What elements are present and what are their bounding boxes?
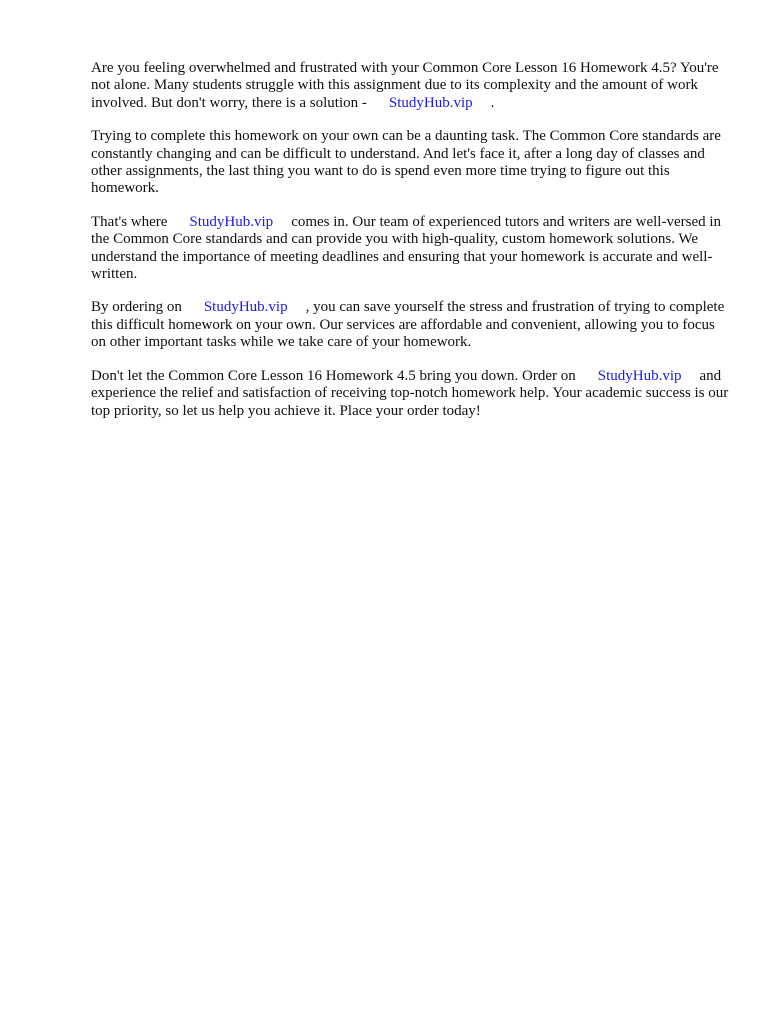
studyhub-link[interactable]: StudyHub.vip bbox=[203, 299, 288, 316]
studyhub-link[interactable]: StudyHub.vip bbox=[597, 367, 682, 384]
paragraph-closing bbox=[91, 368, 731, 420]
paragraph-difficulty-text: Trying to complete this homework on your own can be a daunting task. The Common Core standards are constantly changing and can be difficult to understand. And let's face it, after a long day of classes and other assignments, the last thing you want to do is spend even more time trying to figure out this homework. bbox=[91, 128, 721, 197]
paragraph-intro-end: . bbox=[490, 94, 495, 111]
paragraph-team-start: That's where bbox=[91, 213, 168, 230]
document-body bbox=[91, 60, 731, 436]
paragraph-team-text: comes in. Our team of experienced tutors and writers are well-versed in the Common Core standards and can provide you with high-quality, custom homework solutions. We understand the importance of meeting deadlines and ensuring that your homework is accurate and well-written. bbox=[91, 213, 722, 283]
paragraph-ordering bbox=[91, 299, 731, 351]
paragraph-intro-text: Are you feeling overwhelmed and frustrated with your Common Core Lesson 16 Homework 4.5? You're not alone. Many students struggle with this assignment due to its complexity and the amount of work involved. But don't worry, there is a solution - bbox=[91, 60, 719, 111]
studyhub-link[interactable]: StudyHub.vip bbox=[388, 94, 473, 111]
studyhub-link[interactable]: StudyHub.vip bbox=[189, 213, 274, 230]
paragraph-ordering-start: By ordering on bbox=[91, 299, 182, 316]
paragraph-closing-text: and experience the relief and satisfaction of receiving top-notch homework help. Your academic success is our top priority, so let us help you achieve it. Place your order today! bbox=[91, 367, 729, 419]
paragraph-ordering-text: , you can save yourself the stress and frustration of trying to complete this difficult homework on your own. Our services are affordable and convenient, allowing you to focus on other important tasks while we take care of your homework. bbox=[91, 299, 725, 351]
paragraph-intro bbox=[91, 60, 731, 112]
paragraph-difficulty bbox=[91, 128, 731, 198]
paragraph-closing-start: Don't let the Common Core Lesson 16 Homework 4.5 bring you down. Order on bbox=[91, 367, 576, 384]
paragraph-team bbox=[91, 214, 731, 284]
